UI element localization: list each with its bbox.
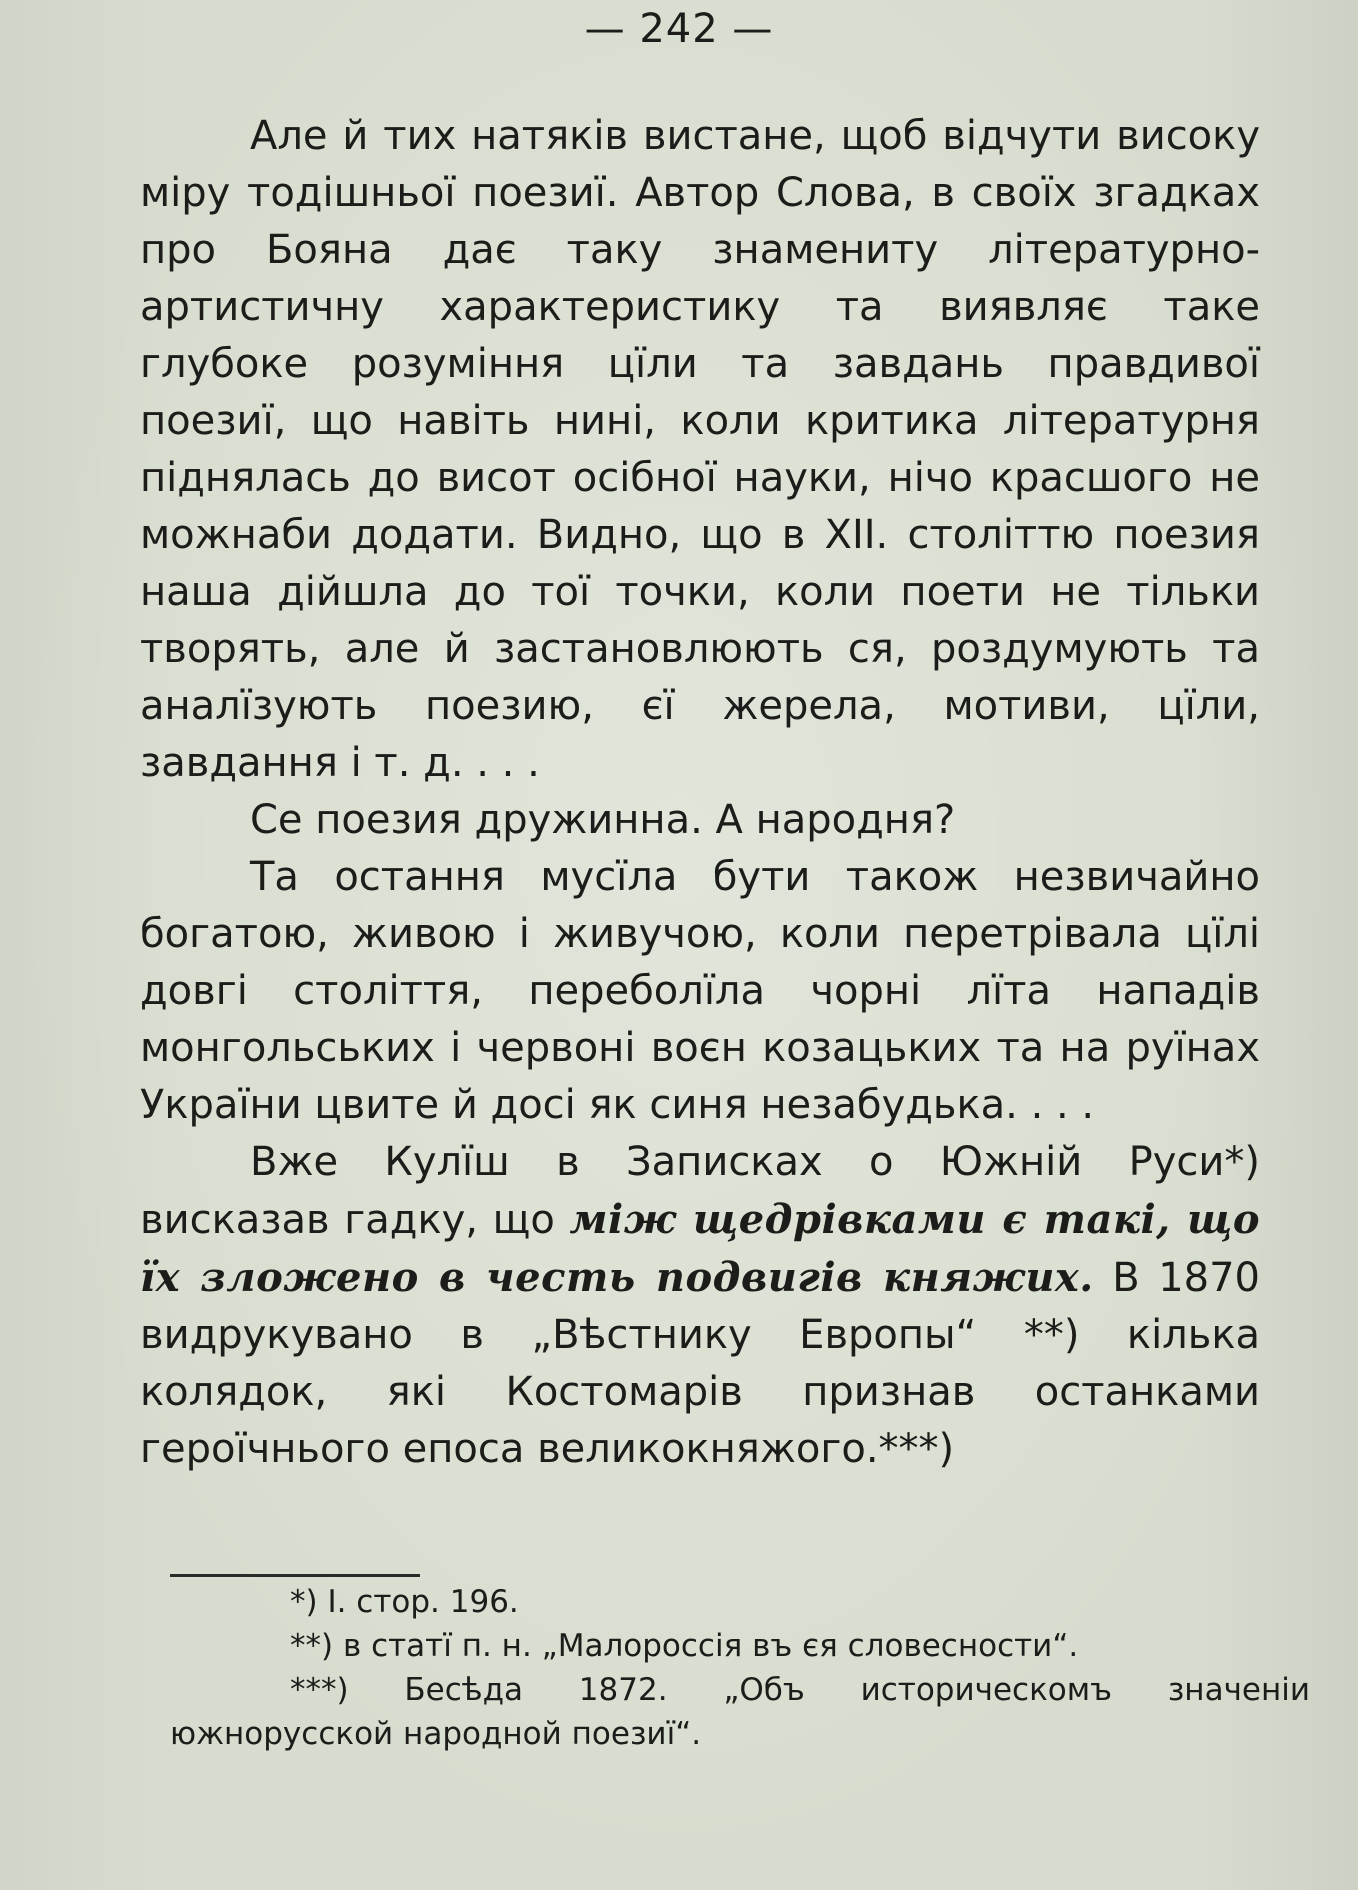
footnote-3: ***) Бесѣда 1872. „Объ историческомъ значеніи южнорусской народной поезиї“.: [170, 1672, 1310, 1752]
paragraph-4-start: Вже Кулїш в Записках о Южній Руси*) висказав гадку, що: [140, 1139, 1260, 1243]
paragraph-4-end: В 1870 видрукувано в „Вѣстнику Европы“ **) кілька колядок, які Костомарів признав останками героїчнього епоса великокняжого.***): [140, 1255, 1261, 1472]
paragraph-4-quote: між щедрівками є такі, що їх зложено в честь подвигів княжих.: [140, 1196, 1261, 1301]
footnotes: [170, 1580, 1310, 1756]
footnote-2: **) в статї п. н. „Малороссія въ єя словесности“.: [290, 1628, 1079, 1664]
footnote-divider: [170, 1574, 420, 1577]
paragraph-3: Та остання мусїла бути також незвичайно богатою, живою і живучою, коли перетрівала цїлі довгі століття, переболїла чорні лїта нападів монгольських і червоні воєн козацьких та на руїнах України цвите й досі як синя незабудька. . . .: [140, 854, 1260, 1128]
paragraph-1: Але й тих натяків вистане, щоб відчути високу міру тодішньої поезиї. Автор Слова, в своїх згадках про Бояна дає таку знамениту літературно-артистичну характеристику та виявляє таке глубоке розуміння цїли та завдань правдивої поезиї, що навіть нині, коли критика літературня піднялась до висот осібної науки, нічо красшого не можнаби додати. Видно, що в XII. століттю поезия наша дійшла до тої точки, коли поети не тільки творять, але й застановлюють ся, роздумують та аналїзують поезию, єї жерела, мотиви, цїли, завдання і т. д. . . .: [140, 113, 1260, 786]
main-text: [140, 108, 1260, 1478]
page-number: — 242 —: [584, 6, 774, 52]
paragraph-4: [140, 1134, 1260, 1478]
paragraph-2: Се поезия дружинна. А народня?: [250, 797, 956, 843]
footnote-1: *) І. стор. 196.: [290, 1584, 519, 1620]
